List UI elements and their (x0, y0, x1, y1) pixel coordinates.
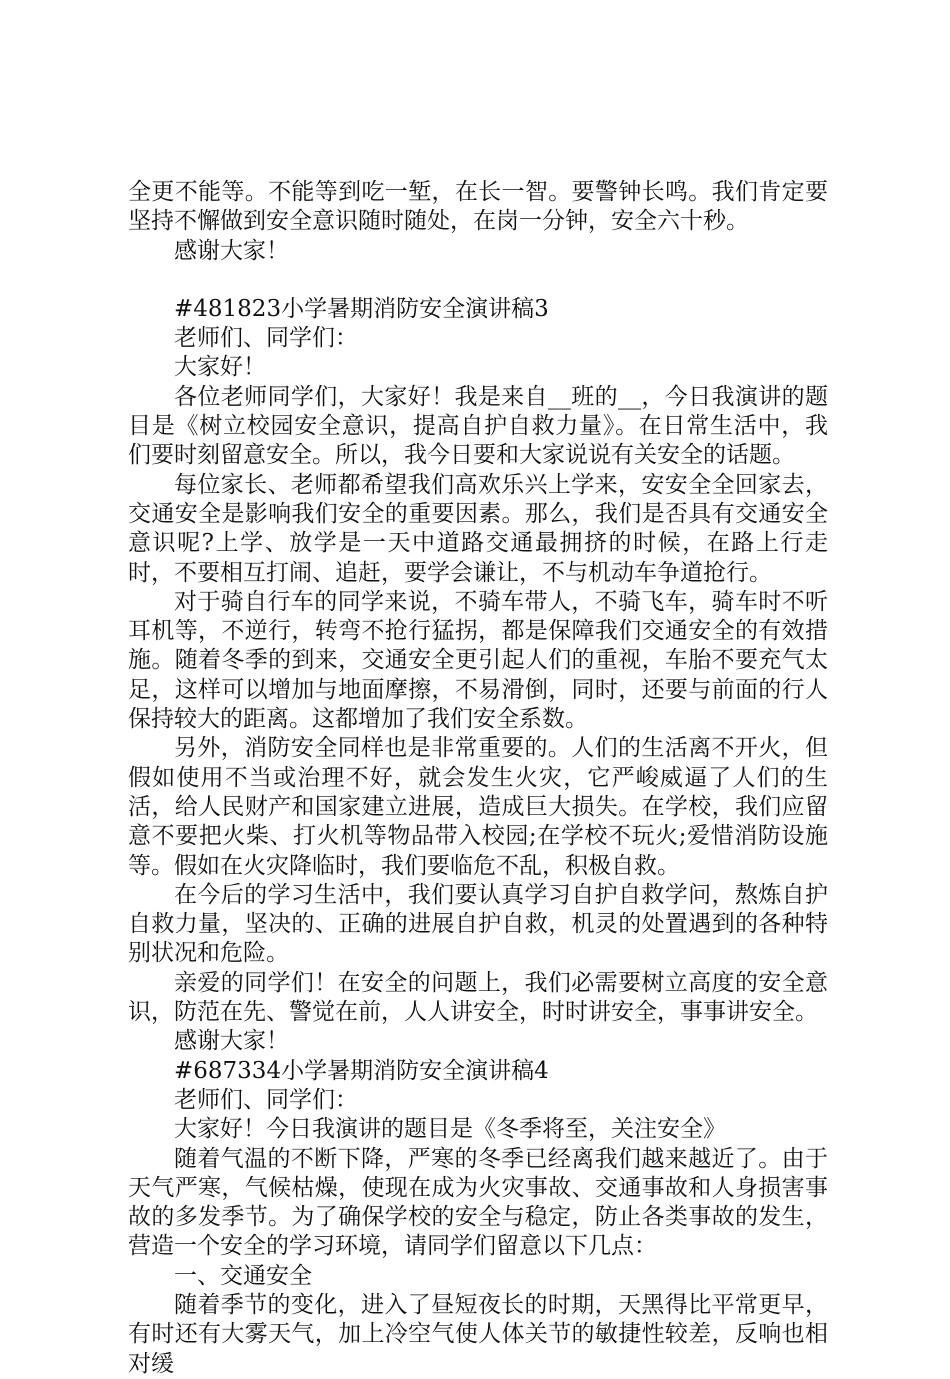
paragraph: #481823小学暑期消防安全演讲稿3 (174, 295, 549, 322)
document-body (128, 178, 828, 1379)
paragraph: 亲爱的同学们！在安全的问题上，我们必需要树立高度的安全意识，防范在先、警觉在前，人人讲安全，时时讲安全，事事讲安全。 (128, 969, 828, 1026)
paragraph: 全更不能等。不能等到吃一堑，在长一智。要警钟长鸣。我们肯定要坚持不懈做到安全意识随时随处，在岗一分钟，安全六十秒。 (128, 179, 828, 235)
paragraph: 感谢大家！ (174, 1028, 289, 1055)
paragraph: 对于骑自行车的同学来说，不骑车带人，不骑飞车，骑车时不听耳机等，不逆行，转弯不抢行猛拐，都是保障我们交通安全的有效措施。随着冬季的到来，交通安全更引起人们的重视，车胎不要充气太足，这样可以增加与地面摩擦，不易滑倒，同时，还要与前面的行人保持较大的距离。这都增加了我们安全系数。 (128, 588, 828, 733)
paragraph: 各位老师同学们，大家好！我是来自__班的__，今日我演讲的题目是《树立校园安全意识，提高自护自救力量》。在日常生活中，我们要时刻留意安全。所以，我今日要和大家说说有关安全的话题。 (128, 383, 828, 469)
paragraph: 随着气温的不断下降，严寒的冬季已经离我们越来越近了。由于天气严寒，气候枯燥，使现在成为火灾事故、交通事故和人身损害事故的多发季节。为了确保学校的安全与稳定，防止各类事故的发生，营造一个安全的学习环境，请同学们留意以下几点： (128, 1145, 828, 1260)
paragraph: 每位家长、老师都希望我们高欢乐兴上学来，安安全全回家去，交通安全是影响我们安全的重要因素。那么，我们是否具有交通安全意识呢?上学、放学是一天中道路交通最拥挤的时候，在路上行走时，不要相互打闹、追赶，要学会谦让，不与机动车争道抢行。 (128, 471, 828, 586)
paragraph: #687334小学暑期消防安全演讲稿4 (174, 1057, 549, 1084)
paragraph: 大家好！今日我演讲的题目是《冬季将至，关注安全》 (174, 1116, 726, 1143)
paragraph: 老师们、同学们： (174, 1086, 358, 1113)
paragraph: 随着季节的变化，进入了昼短夜长的时期，天黑得比平常更早，有时还有大雾天气，加上冷空气使人体关节的敏捷性较差，反响也相对缓 (128, 1291, 828, 1377)
paragraph: 大家好！ (174, 354, 266, 381)
paragraph: 感谢大家！ (174, 237, 289, 264)
paragraph: 一、交通安全 (174, 1262, 312, 1289)
paragraph: 另外，消防安全同样也是非常重要的。人们的生活离不开火，但假如使用不当或治理不好，就会发生火灾，它严峻威逼了人们的生活，给人民财产和国家建立进展，造成巨大损失。在学校，我们应留意不要把火柴、打火机等物品带入校园;在学校不玩火;爱惜消防设施等。假如在火灾降临时，我们要临危不乱，积极自救。 (128, 735, 828, 879)
paragraph: 老师们、同学们： (174, 325, 358, 352)
paragraph: 在今后的学习生活中，我们要认真学习自护自救学问，熬炼自护自救力量，坚决的、正确的进展自护自救，机灵的处置遇到的各种特别状况和危险。 (128, 881, 828, 967)
